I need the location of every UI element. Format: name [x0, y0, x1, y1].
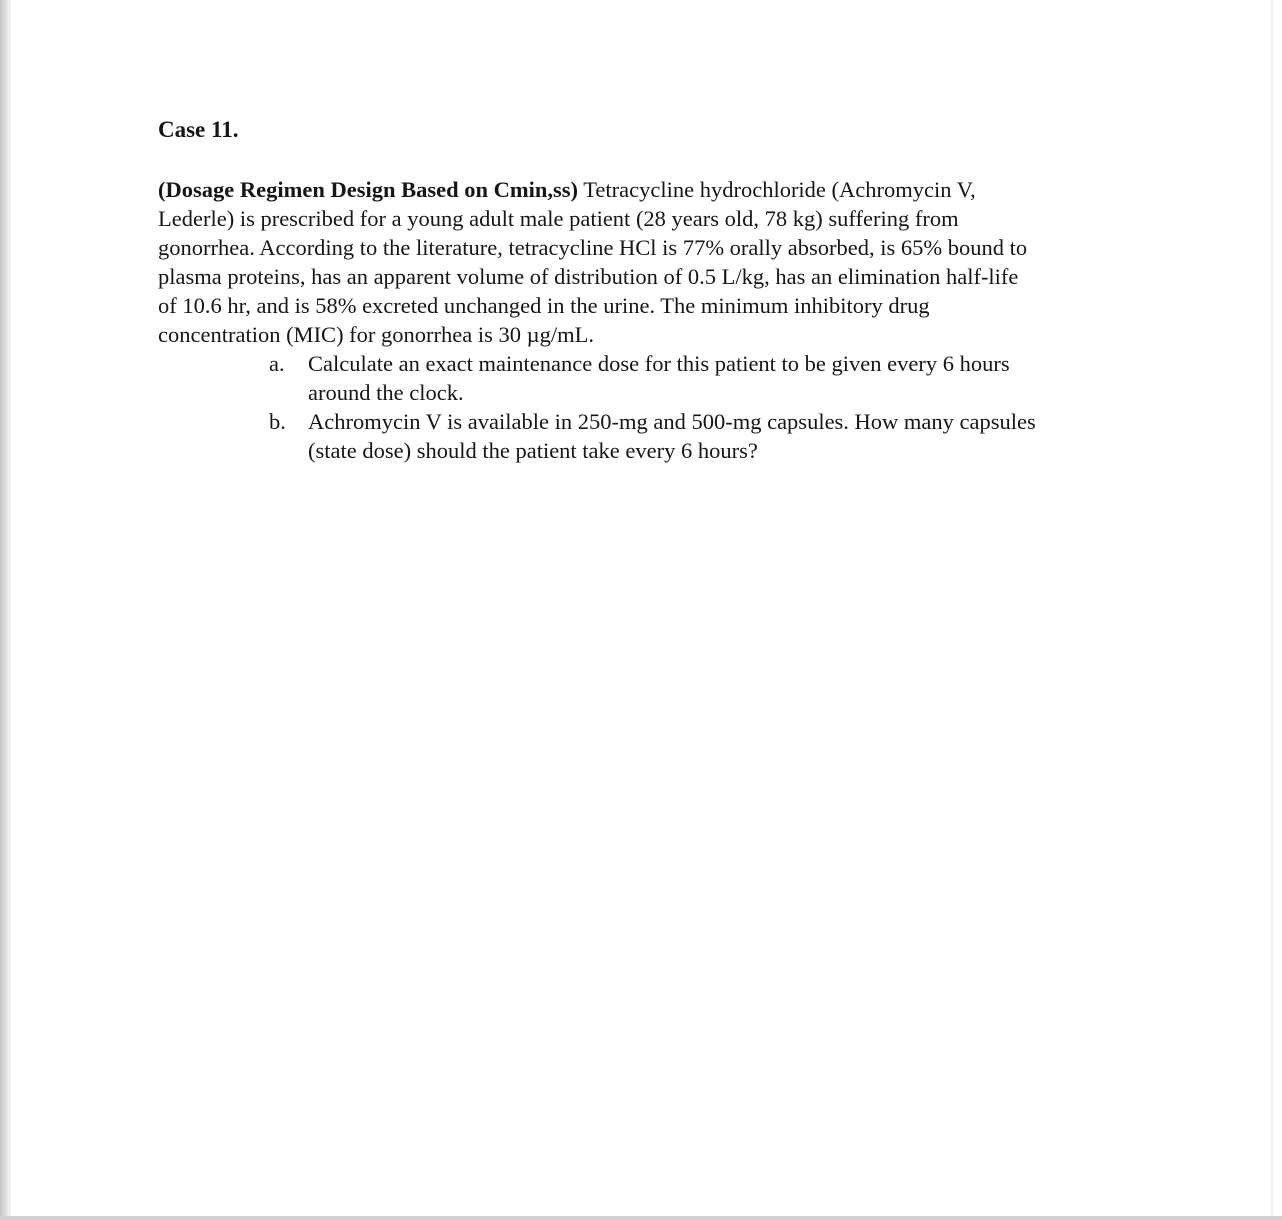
paragraph-line: plasma proteins, has an apparent volume of distribution of 0.5 L/kg, has an elimination half-life [158, 264, 1019, 289]
list-item-body [308, 349, 1143, 407]
page-right-edge [1271, 0, 1273, 1220]
paragraph-line: concentration (MIC) for gonorrhea is 30 µg/mL. [158, 322, 594, 347]
list-item-b [158, 407, 1143, 465]
paragraph-bold-lead: (Dosage Regimen Design Based on Cmin,ss) [158, 177, 579, 202]
list-item-line: (state dose) should the patient take every 6 hours? [308, 438, 758, 463]
paragraph-line: Lederle) is prescribed for a young adult male patient (28 years old, 78 kg) suffering from [158, 206, 959, 231]
list-marker: b. [269, 409, 286, 434]
list-item-a [158, 349, 1143, 407]
page-left-edge [0, 0, 11, 1220]
question-list [158, 349, 1143, 465]
list-item-line: Calculate an exact maintenance dose for this patient to be given every 6 hours [308, 351, 1010, 376]
paragraph-lead-rest: Tetracycline hydrochloride (Achromycin V, [578, 177, 976, 202]
list-item-line: around the clock. [308, 380, 464, 405]
list-item-body [308, 407, 1143, 465]
case-paragraph [158, 175, 1143, 349]
list-item-line: Achromycin V is available in 250-mg and 500-mg capsules. How many capsules [308, 409, 1036, 434]
paragraph-line [158, 175, 1143, 204]
list-marker: a. [269, 351, 285, 376]
case-text-block [158, 115, 1143, 465]
page-bottom-edge [0, 1216, 1282, 1220]
paragraph-line: of 10.6 hr, and is 58% excreted unchanged in the urine. The minimum inhibitory drug [158, 293, 930, 318]
case-heading: Case 11. [158, 117, 239, 142]
paragraph-line: gonorrhea. According to the literature, tetracycline HCl is 77% orally absorbed, is 65% bound to [158, 235, 1028, 260]
